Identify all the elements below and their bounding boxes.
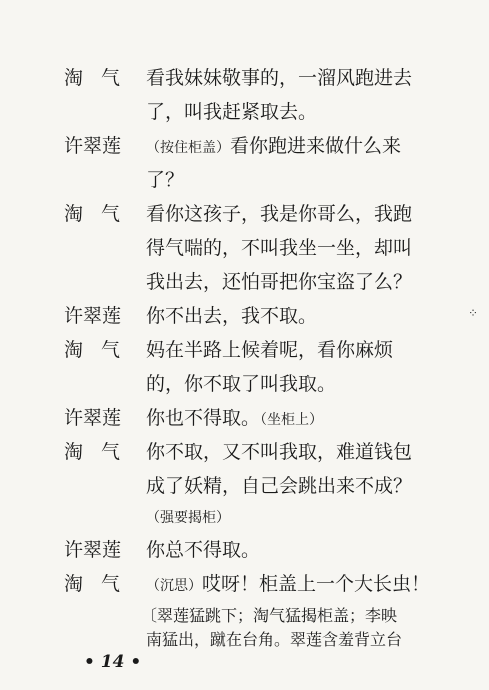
speaker-name: 许翠莲: [64, 539, 122, 561]
dialogue-line: [0, 298, 489, 334]
dialogue-line: [0, 434, 489, 470]
dialogue-line: [0, 230, 489, 266]
speaker-char: 淘: [64, 203, 84, 225]
dialogue-text: 你不出去，我不取。: [146, 305, 318, 327]
speaker-name: [64, 60, 120, 96]
speaker-char: 气: [100, 67, 120, 89]
dialogue-line: [0, 468, 489, 504]
dialogue-text: 你也不得取。: [146, 407, 261, 429]
speaker-char: 淘: [64, 441, 84, 463]
speaker-char: 气: [100, 203, 120, 225]
speaker-name: [64, 196, 120, 232]
stage-direction: （沉思）: [146, 578, 202, 594]
dialogue-line: [0, 264, 489, 300]
dialogue-line: [0, 532, 489, 568]
dialogue-text: 妈在半路上候着呢，看你麻烦: [146, 339, 394, 361]
dialogue-text: 了？: [146, 169, 185, 191]
speaker-char: 气: [100, 339, 120, 361]
stage-direction: 南猛出，蹴在台角。翠莲含羞背立台: [146, 630, 403, 649]
stage-direction: 〔翠莲猛跳下；淘气猛揭柜盖；李映: [141, 606, 398, 625]
dialogue-line: [0, 196, 489, 232]
dialogue-line: [0, 128, 489, 164]
stage-direction: （强要揭柜）: [146, 510, 230, 526]
dialogue-text: 看你跑进来做什么来: [230, 135, 402, 157]
dialogue-line: [0, 60, 489, 96]
dialogue-text: 看你这孩子，我是你哥么，我跑: [146, 203, 413, 225]
dialogue-text: 的，你不取了叫我取。: [146, 373, 337, 395]
dialogue-text: 看我妹妹敬事的，一溜风跑进去: [146, 67, 413, 89]
dialogue-text: 你总不得取。: [146, 539, 261, 561]
speaker-char: 淘: [64, 67, 84, 89]
dialogue-text: 我出去，还怕哥把你宝盗了么？: [146, 271, 413, 293]
speaker-name: 许翠莲: [64, 135, 122, 157]
dialogue-line: [0, 566, 489, 602]
dialogue-line: [0, 162, 489, 198]
dialogue-text: 哎呀！柜盖上一个大长虫！: [202, 573, 431, 595]
dialogue-text: 成了妖精，自己会跳出来不成？: [146, 475, 413, 497]
dialogue-text: 了，叫我赶紧取去。: [146, 101, 318, 123]
speaker-name: [64, 566, 120, 602]
speaker-name: 许翠莲: [64, 305, 122, 327]
dialogue-line: [0, 366, 489, 402]
stage-direction-line: [0, 622, 489, 658]
dialogue-line: [0, 94, 489, 130]
print-speck: ⁘: [468, 306, 479, 320]
speaker-name: [64, 332, 120, 368]
speaker-name: 许翠莲: [64, 407, 122, 429]
page-number: • 14 •: [84, 652, 142, 672]
stage-direction: （坐柜上）: [260, 412, 324, 428]
dialogue-text: 你不取，又不叫我取，难道钱包: [146, 441, 413, 463]
dialogue-line: [0, 400, 489, 436]
speaker-char: 淘: [64, 339, 84, 361]
stage-direction: （按住柜盖）: [146, 140, 230, 156]
speaker-name: [64, 434, 120, 470]
dialogue-text: 得气喘的，不叫我坐一坐，却叫: [146, 237, 413, 259]
dialogue-line: [0, 500, 489, 536]
dialogue-line: [0, 332, 489, 368]
speaker-char: 气: [100, 441, 120, 463]
speaker-char: 气: [100, 573, 120, 595]
speaker-char: 淘: [64, 573, 84, 595]
